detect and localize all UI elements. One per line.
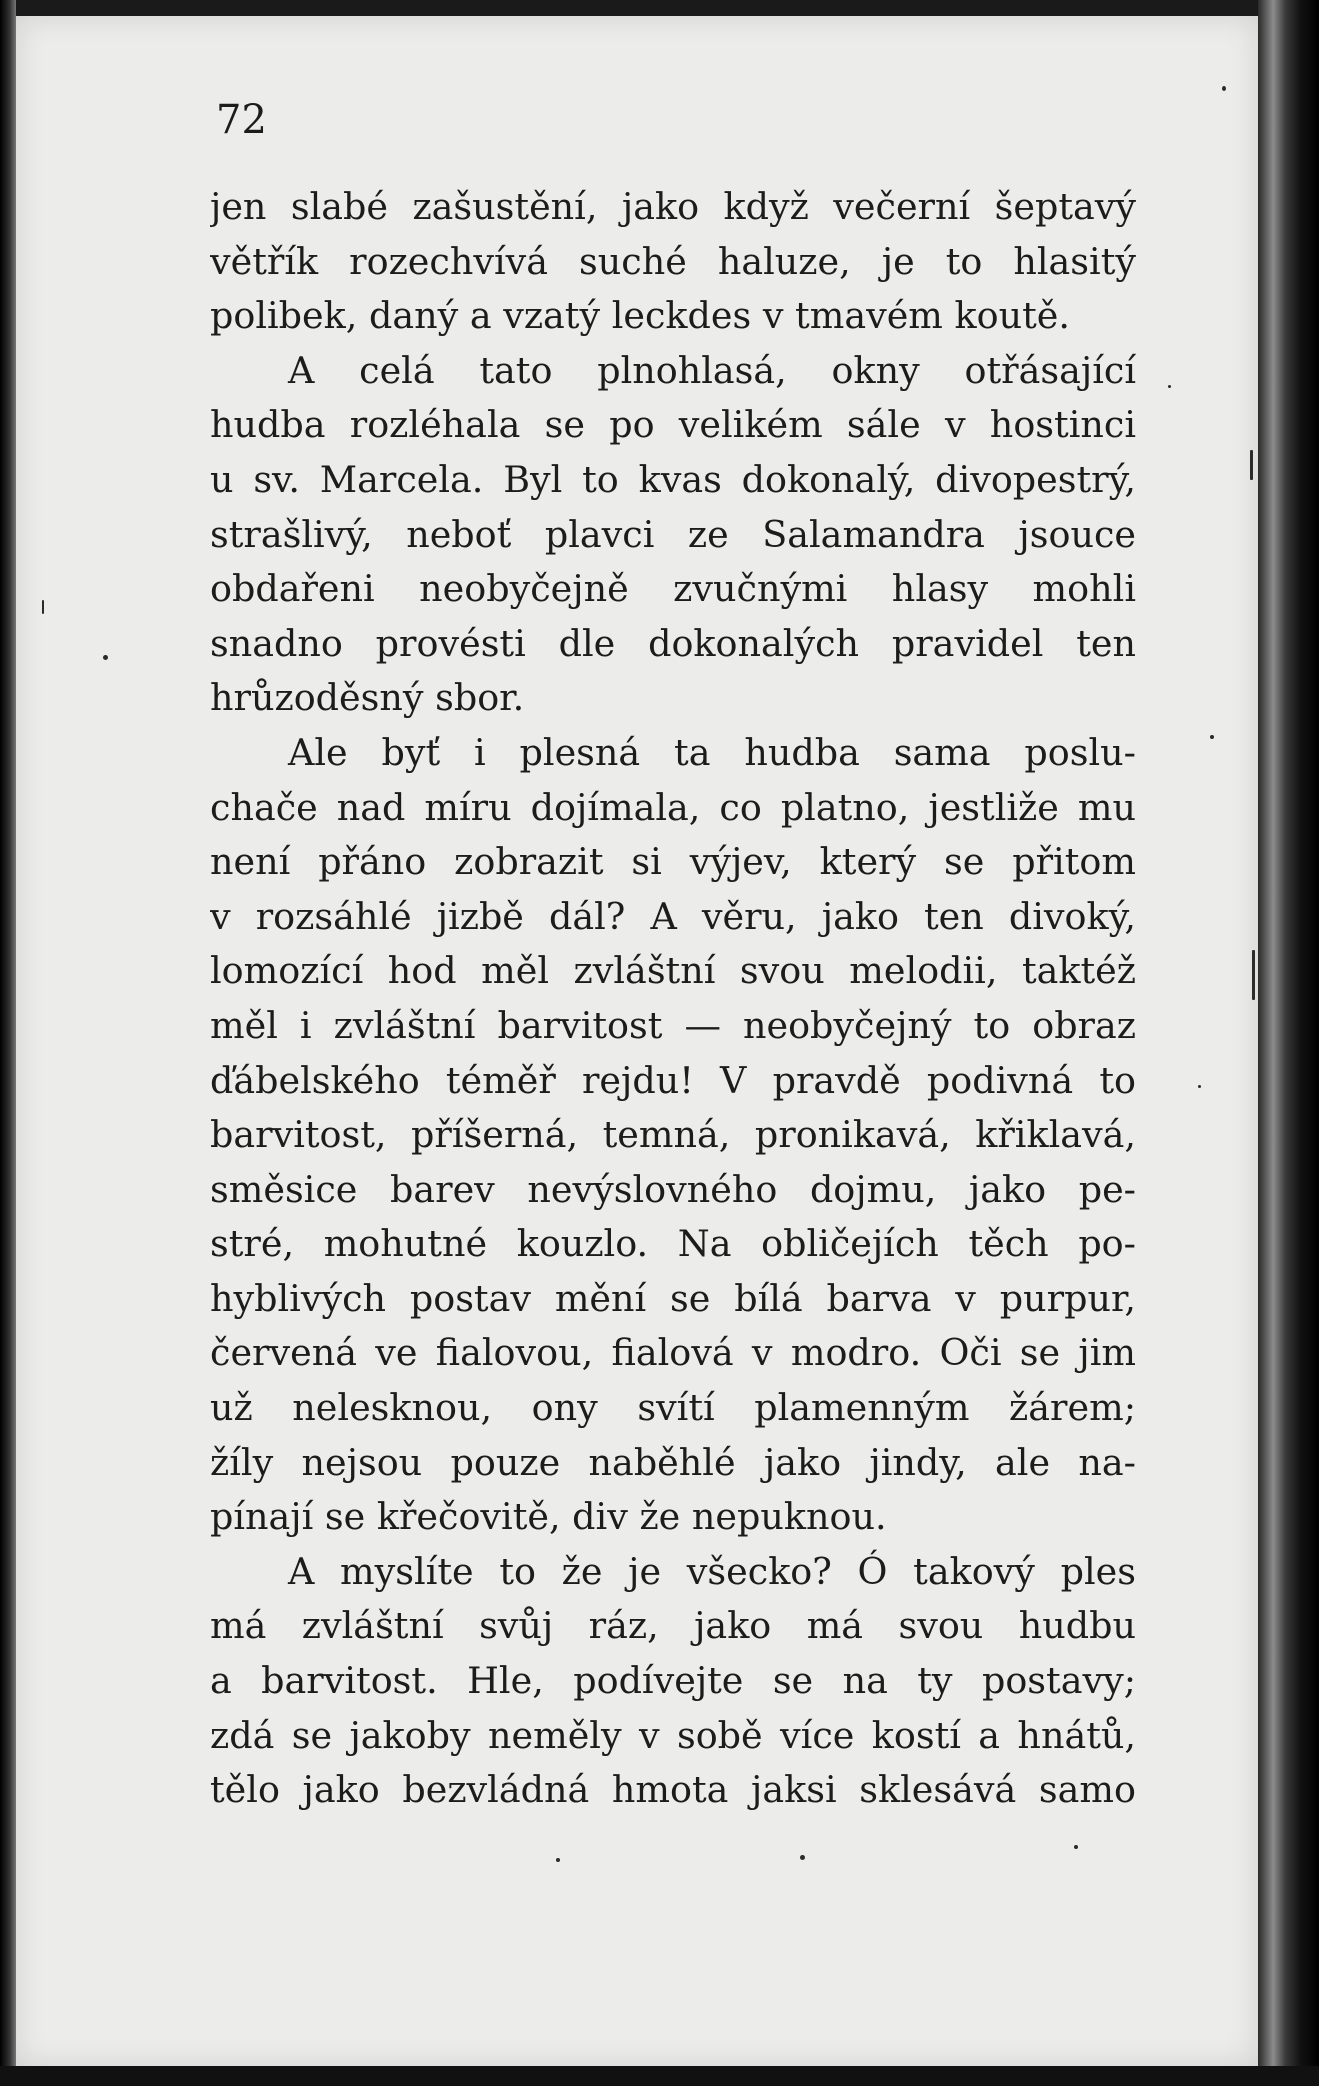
text-line: a barvitost. Hle, podívejte se na ty postavy; — [210, 1659, 1136, 1703]
text-line: hrůzoděsný sbor. — [210, 676, 525, 720]
text-line: červená ve fialovou, fialová v modro. Oči se jim — [210, 1331, 1136, 1375]
page-number: 72 — [216, 97, 267, 143]
text-line: hudba rozléhala se po velikém sále v hostinci — [210, 403, 1136, 447]
text-line: měl i zvláštní barvitost — neobyčejný to obraz — [210, 1003, 1136, 1047]
text-line: obdařeni neobyčejně zvučnými hlasy mohli — [210, 567, 1136, 611]
text-line: tělo jako bezvládná hmota jaksi sklesává samo — [210, 1768, 1136, 1812]
speck — [556, 1858, 560, 1862]
text-line: strašlivý, neboť plavci ze Salamandra jsouce — [210, 512, 1136, 556]
book-left-edge — [0, 0, 16, 2086]
speck — [800, 1855, 805, 1860]
speck — [1210, 735, 1214, 739]
text-line: A celá tato plnohlasá, okny otřásající — [288, 348, 1136, 392]
text-line: jen slabé zašustění, jako když večerní šeptavý — [210, 185, 1136, 228]
text-line: už nelesknou, ony svítí plamenným žárem; — [210, 1386, 1136, 1430]
text-line: ďábelského téměř rejdu! V pravdě podivná to — [210, 1058, 1136, 1102]
text-line: stré, mohutné kouzlo. Na obličejích těch po- — [210, 1222, 1136, 1266]
text-line: u sv. Marcela. Byl to kvas dokonalý, divopestrý, — [210, 457, 1136, 501]
text-line: polibek, daný a vzatý leckdes v tmavém koutě. — [210, 294, 1070, 338]
speck — [42, 600, 44, 614]
text-line: Ale byť i plesná ta hudba sama poslu- — [288, 730, 1136, 774]
text-line: směsice barev nevýslovného dojmu, jako pe- — [210, 1167, 1136, 1211]
text-line: žíly nejsou pouze naběhlé jako jindy, ale na- — [210, 1440, 1136, 1484]
book-spine-edge — [1258, 0, 1319, 2086]
speck — [1252, 950, 1255, 1000]
text-line: má zvláštní svůj ráz, jako má svou hudbu — [210, 1604, 1136, 1648]
speck — [1198, 1085, 1201, 1088]
text-line: chače nad míru dojímala, co platno, jestliže mu — [210, 785, 1136, 829]
text-line: lomozící hod měl zvláštní svou melodii, taktéž — [210, 949, 1136, 993]
text-line: barvitost, příšerná, temná, pronikavá, křiklavá, — [210, 1113, 1136, 1157]
text-line: hyblivých postav mění se bílá barva v purpur, — [210, 1276, 1136, 1320]
speck — [1074, 1845, 1078, 1849]
text-line: pínají se křečovitě, div že nepuknou. — [210, 1495, 887, 1539]
speck — [1250, 450, 1253, 480]
text-line: A myslíte to že je všecko? Ó takový ples — [288, 1549, 1136, 1593]
speck — [1222, 86, 1226, 91]
speck — [1168, 385, 1171, 388]
speck — [103, 655, 108, 660]
text-line: v rozsáhlé jizbě dál? A věru, jako ten divoký, — [210, 894, 1136, 938]
text-line: zdá se jakoby neměly v sobě více kostí a hnátů, — [210, 1713, 1136, 1757]
text-line: není přáno zobrazit si výjev, který se přitom — [210, 840, 1136, 884]
text-line: snadno provésti dle dokonalých pravidel ten — [210, 621, 1136, 665]
text-line: větřík rozechvívá suché haluze, je to hlasitý — [210, 239, 1136, 283]
body-text — [210, 180, 1136, 1818]
book-bottom-edge — [0, 2066, 1319, 2086]
